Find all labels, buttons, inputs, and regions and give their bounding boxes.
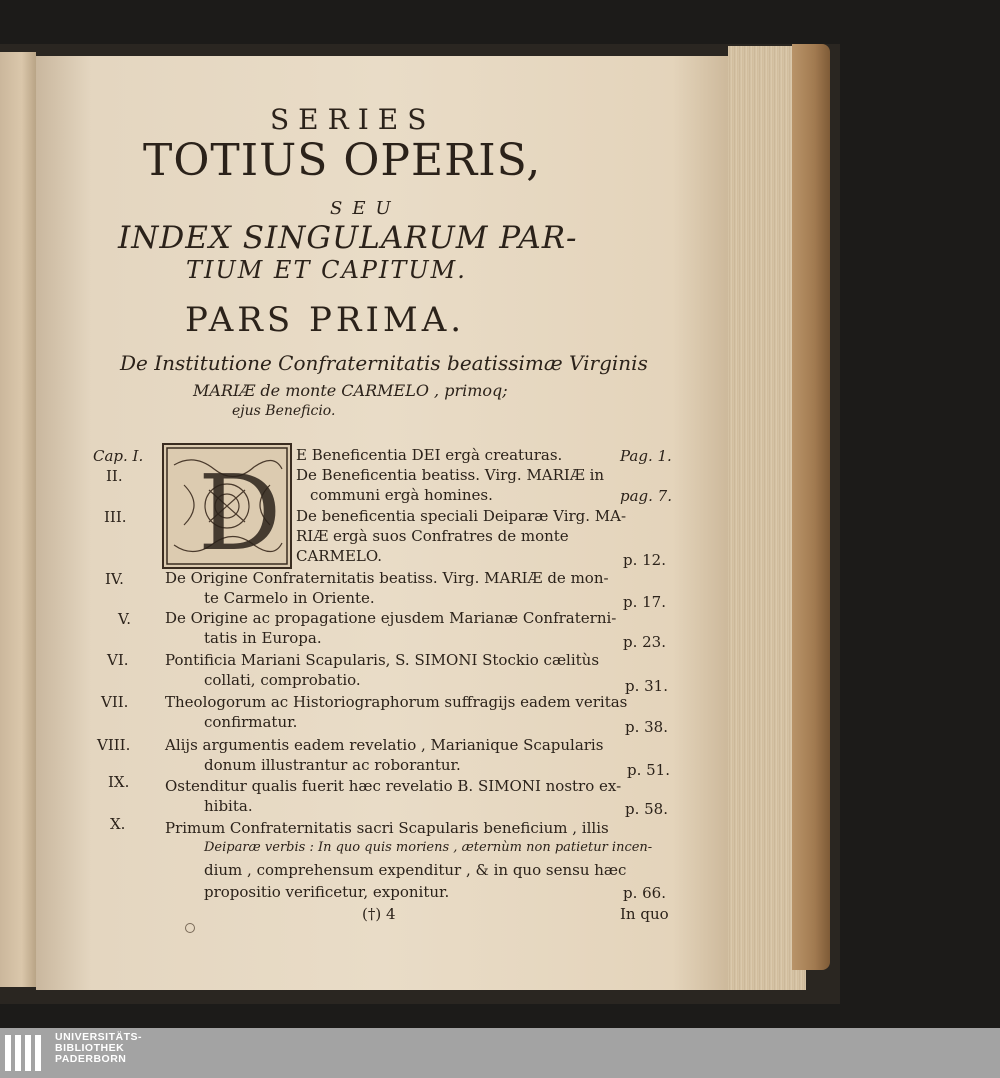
chapter-page: p. 17. [623,593,666,611]
catchword: In quo [620,905,669,923]
chapter-text: hibita. [204,797,253,815]
chapter-text: De beneficentia speciali Deiparæ Virg. MA- [296,507,627,525]
chapter-text: propositio verificetur, exponitur. [204,883,450,901]
chapter-page: p. 38. [625,718,668,736]
library-logo-text [55,1032,142,1065]
chapter-text: Theologorum ac Historiographorum suffragijs eadem veritas [165,693,628,711]
chapter-page: p. 66. [623,884,666,902]
stamp-dot [185,923,195,933]
title-totius-operis: TOTIUS OPERIS, [143,135,542,186]
title-tium: TIUM ET CAPITUM. [186,256,467,284]
chapter-text: De Origine Confraternitatis beatiss. Virg. MARIÆ de mon- [165,569,609,587]
chapter-number: III. [104,508,127,526]
chapter-text: tatis in Europa. [204,629,322,647]
chapter-page: Pag. 1. [620,447,672,465]
chapter-number: IX. [108,773,130,791]
chapter-page: pag. 7. [620,487,672,505]
chapter-text: donum illustrantur ac roborantur. [204,756,461,774]
part-subtitle-3: ejus Beneficio. [232,403,336,419]
svg-text:D: D [198,452,282,567]
chapter-number: II. [106,467,123,485]
title-seu: SEU [330,198,401,219]
chapter-number: VII. [101,693,129,711]
library-line-2: BIBLIOTHEK [55,1042,125,1054]
part-subtitle-1: De Institutione Confraternitatis beatissimæ Virginis [120,351,648,375]
chapter-number: V. [118,610,131,628]
chapter-text: te Carmelo in Oriente. [204,589,375,607]
chapter-text: De Beneficentia beatiss. Virg. MARIÆ in [296,466,605,484]
chapter-page: p. 51. [627,761,670,779]
chapter-text: E Beneficentia DEI ergà creaturas. [296,446,563,464]
chapter-text: Pontificia Mariani Scapularis, S. SIMONI Stockio cælitùs [165,651,600,669]
chapter-text: Ostenditur qualis fuerit hæc revelatio B. SIMONI nostro ex- [165,777,622,795]
book-cover [792,44,830,970]
chapter-text: De Origine ac propagatione ejusdem Marianæ Confraterni- [165,609,617,627]
part-heading: PARS PRIMA. [185,300,466,340]
chapter-text: Primum Confraternitatis sacri Scapularis beneficium , illis [165,819,609,837]
signature-mark: (†) 4 [362,905,396,923]
library-logo-icon [5,1033,47,1077]
title-series: SERIES [270,103,436,136]
footer-bar [0,1028,1000,1078]
chapter-text: confirmatur. [204,713,298,731]
chapter-text: dium , comprehensum expenditur , & in quo sensu hæc [204,861,627,879]
chapter-page: p. 58. [625,800,668,818]
chapter-text: collati, comprobatio. [204,671,361,689]
decorated-initial-d-icon [162,443,292,569]
library-line-3: PADERBORN [55,1053,127,1065]
chapter-number: Cap. I. [93,447,144,465]
chapter-text: RIÆ ergà suos Confratres de monte [296,527,569,545]
left-page-edge [0,52,36,987]
title-index: INDEX SINGULARUM PAR- [118,220,578,256]
chapter-number: X. [110,815,126,833]
library-line-1: UNIVERSITÄTS- [55,1031,143,1043]
chapter-text: Alijs argumentis eadem revelatio , Marianique Scapularis [165,736,604,754]
chapter-number: VI. [107,651,129,669]
part-subtitle-2: MARIÆ de monte CARMELO , primoq; [193,381,508,400]
chapter-page: p. 12. [623,551,666,569]
chapter-number: IV. [105,570,124,588]
chapter-text: CARMELO. [296,547,383,565]
chapter-text: communi ergà homines. [310,486,493,504]
chapter-number: VIII. [97,736,131,754]
chapter-page: p. 31. [625,677,668,695]
chapter-text: Deiparæ verbis : In quo quis moriens , æternùm non patietur incen- [204,840,653,855]
chapter-page: p. 23. [623,633,666,651]
